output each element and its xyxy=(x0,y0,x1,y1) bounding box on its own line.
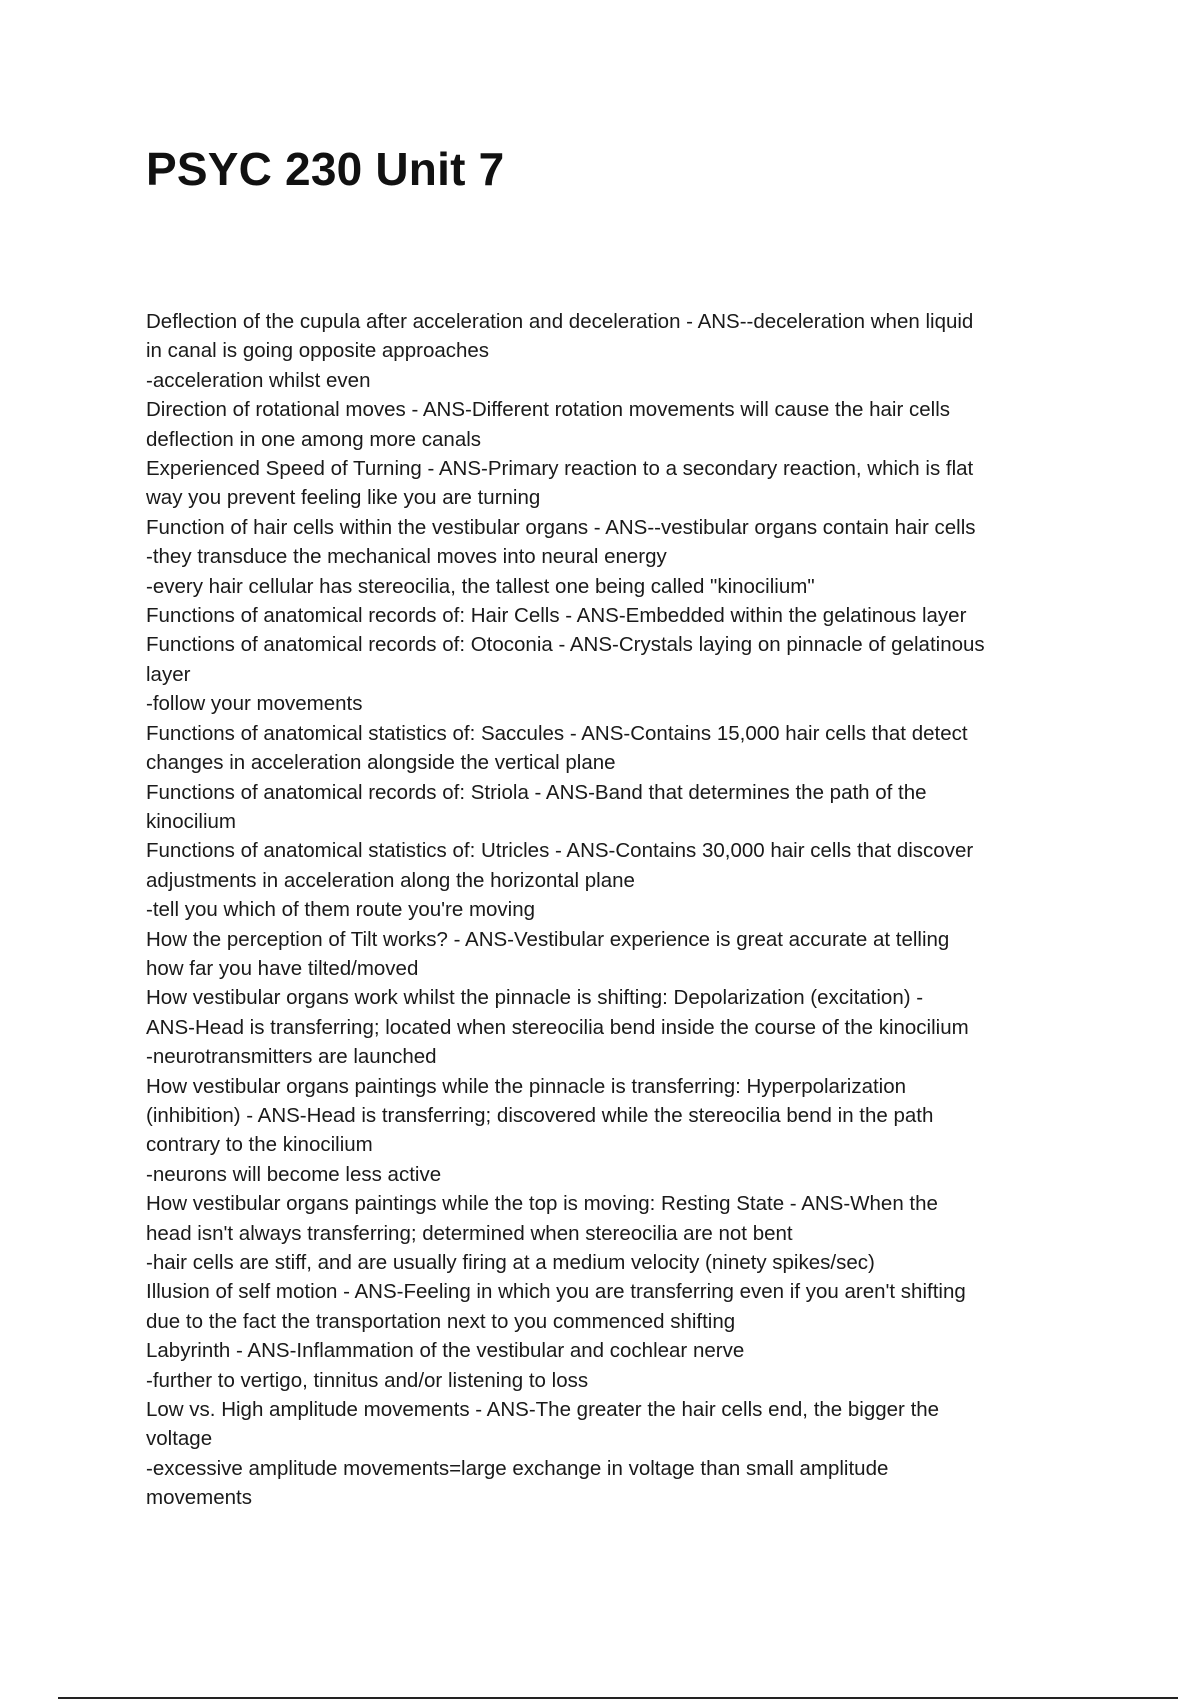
text-line: how far you have tilted/moved xyxy=(146,956,419,980)
text-line: contrary to the kinocilium xyxy=(146,1133,373,1157)
text-line: Direction of rotational moves - ANS-Different rotation movements will cause the hair cells xyxy=(146,398,951,422)
page-title: PSYC 230 Unit 7 xyxy=(146,143,505,195)
text-line: way you prevent feeling like you are turning xyxy=(146,486,541,510)
text-line: Functions of anatomical statistics of: Saccules - ANS-Contains 15,000 hair cells that detect xyxy=(146,721,968,745)
text-line: -further to vertigo, tinnitus and/or listening to loss xyxy=(146,1368,589,1392)
text-line: -follow your movements xyxy=(146,692,363,716)
text-line: kinocilium xyxy=(146,809,236,833)
text-line: How the perception of Tilt works? - ANS-Vestibular experience is great accurate at telling xyxy=(146,927,950,951)
text-line: -hair cells are stiff, and are usually firing at a medium velocity (ninety spikes/sec) xyxy=(146,1251,875,1274)
text-line: -neurotransmitters are launched xyxy=(146,1045,437,1069)
document-body xyxy=(146,307,1066,1513)
text-line: adjustments in acceleration along the horizontal plane xyxy=(146,868,635,892)
text-line: Function of hair cells within the vestibular organs - ANS--vestibular organs contain hair cells xyxy=(146,515,976,539)
text-line: (inhibition) - ANS-Head is transferring; discovered while the stereocilia bend in the path xyxy=(146,1103,934,1127)
text-line: Illusion of self motion - ANS-Feeling in which you are transferring even if you aren't shifting xyxy=(146,1280,966,1304)
text-line: Functions of anatomical records of: Hair Cells - ANS-Embedded within the gelatinous layer xyxy=(146,604,967,628)
text-line: Deflection of the cupula after acceleration and deceleration - ANS--deceleration when liquid xyxy=(146,310,974,333)
text-line: -neurons will become less active xyxy=(146,1162,442,1186)
text-line: head isn't always transferring; determined when stereocilia are not bent xyxy=(146,1221,793,1245)
text-line: movements xyxy=(146,1486,252,1510)
text-line: -every hair cellular has stereocilia, the tallest one being called "kinocilium" xyxy=(146,574,815,598)
text-line: How vestibular organs paintings while the top is moving: Resting State - ANS-When the xyxy=(146,1192,938,1216)
text-line: Functions of anatomical records of: Otoconia - ANS-Crystals laying on pinnacle of gelatinous xyxy=(146,633,985,657)
text-line: voltage xyxy=(146,1427,213,1451)
text-line: Labyrinth - ANS-Inflammation of the vestibular and cochlear nerve xyxy=(146,1339,745,1363)
text-line: How vestibular organs paintings while the pinnacle is transferring: Hyperpolarization xyxy=(146,1074,907,1098)
footer-divider xyxy=(58,1697,1178,1699)
text-line: layer xyxy=(146,662,191,686)
text-line: Experienced Speed of Turning - ANS-Primary reaction to a secondary reaction, which is flat xyxy=(146,457,974,481)
text-line: Functions of anatomical statistics of: Utricles - ANS-Contains 30,000 hair cells that discover xyxy=(146,839,974,863)
text-line: in canal is going opposite approaches xyxy=(146,339,490,363)
text-line: deflection in one among more canals xyxy=(146,427,482,451)
text-line: Functions of anatomical records of: Striola - ANS-Band that determines the path of the xyxy=(146,780,927,804)
text-line: Low vs. High amplitude movements - ANS-The greater the hair cells end, the bigger the xyxy=(146,1398,940,1422)
text-line: How vestibular organs work whilst the pinnacle is shifting: Depolarization (excitation) - xyxy=(146,986,924,1010)
text-line: ANS-Head is transferring; located when stereocilia bend inside the course of the kinocilium xyxy=(146,1015,969,1039)
text-line: due to the fact the transportation next to you commenced shifting xyxy=(146,1309,736,1333)
text-line: -tell you which of them route you're moving xyxy=(146,898,536,922)
text-line: -they transduce the mechanical moves into neural energy xyxy=(146,545,667,569)
text-line: -excessive amplitude movements=large exchange in voltage than small amplitude xyxy=(146,1456,889,1480)
text-line: changes in acceleration alongside the vertical plane xyxy=(146,751,616,775)
text-line: -acceleration whilst even xyxy=(146,368,371,392)
